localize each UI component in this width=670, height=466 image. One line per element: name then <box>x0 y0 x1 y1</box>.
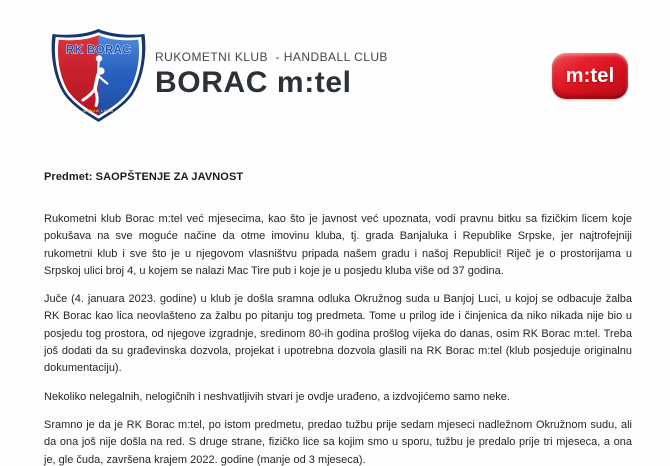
header-text <box>155 50 388 100</box>
letterhead <box>0 0 670 130</box>
mtel-logo-label: m:tel <box>565 64 615 87</box>
paragraph-3: Nekoliko nelegalnih, nelogičnih i neshvatljivih stvari je ovdje urađeno, a izdvojićemo samo neke. <box>44 390 510 403</box>
club-type-line: RUKOMETNI KLUB - HANDBALL CLUB <box>155 50 388 64</box>
subject-line: Predmet: SAOPŠTENJE ZA JAVNOST <box>44 171 244 183</box>
crest-title: RK BORAC <box>65 44 132 57</box>
mtel-sponsor-logo <box>552 53 628 99</box>
club-crest-icon <box>48 28 149 122</box>
crest-city: BANJA LUKA <box>83 109 114 113</box>
club-name-title: BORAC m:tel <box>155 66 352 99</box>
press-release-body <box>44 170 632 466</box>
paragraph-2: Juče (4. januara 2023. godine) u klub je došla sramna odluka Okružnog suda u Banjoj Luci, u kojoj se odbacuje žalba RK Borac kao lica neovlašteno za žalbu po pitanju tog predmeta. Tome u prilog ide i činjenica da niko nikada nije bio u posjedu tog prostora, od njegove izgradnje, sredinom 80-ih godina prošlog vijeka do danas, osim RK Borac m:tel. Treba još dodati da su građevinska dozvola, projekat i upotrebna dozvola glasili na RK Borac m:tel (klub posjeduje originalnu dokumentaciju). <box>44 293 632 375</box>
paragraph-4: Sramno je da je RK Borac m:tel, po istom predmetu, predao tužbu prije sedam mjeseci nadležnom Okružnom sudu, ali da ona još nije došla na red. S druge strane, fizičko lice sa kojim smo u sporu, tužbu je predalo prije tri mjeseca, a ona je, gle čuda, završena krajem 2022. godine (manje od 3 mjeseca). <box>44 418 632 466</box>
paragraph-1: Rukometni klub Borac m:tel već mjesecima, kao što je javnost već upoznata, vodi pravnu bitku sa fizičkim licem koje pokušava na sve moguće načine da otme imovinu kluba, tj. grada Banjaluka i Republike Srpske, jer najtrofejniji rukometni klub i sve što je u njegovom vlasništvu pripada našem gradu i našoj Republici! Riječ je o prostorijama u Srpskoj ulici broj 4, u kojem se nalazi Mac Tire pub i koje je u posjedu kluba više od 37 godina. <box>44 213 632 277</box>
